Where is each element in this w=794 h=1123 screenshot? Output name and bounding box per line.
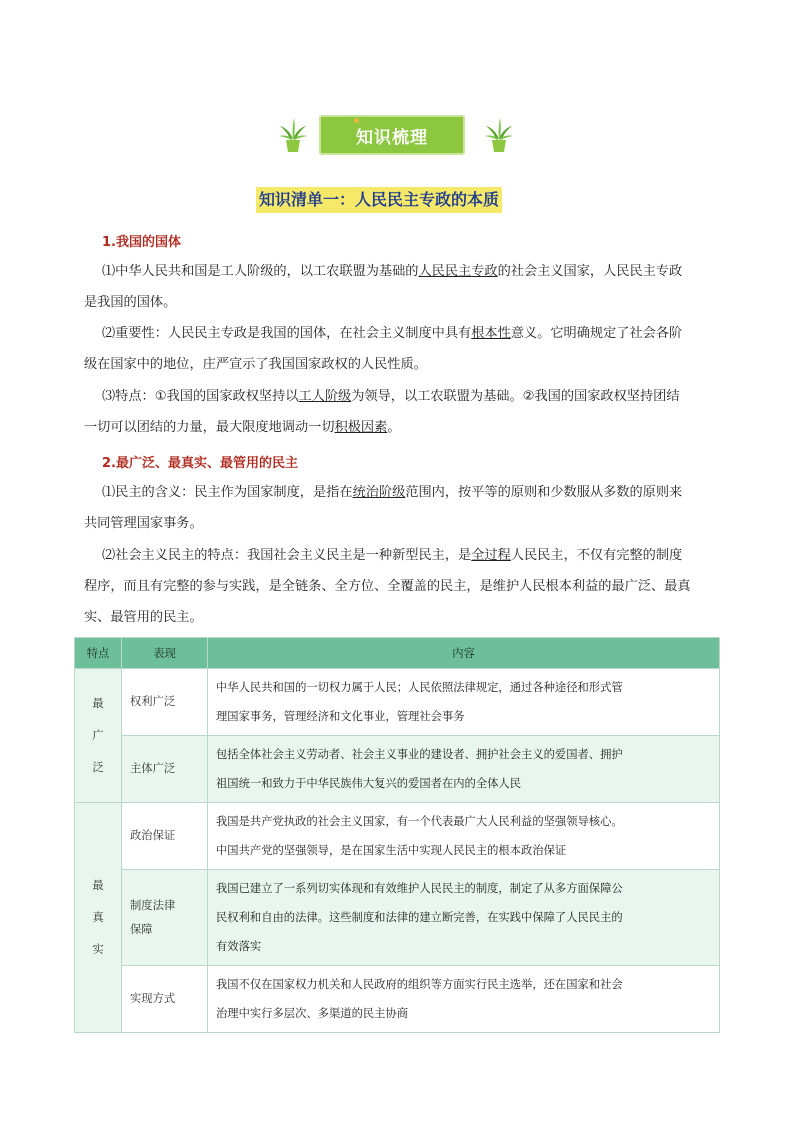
table-header-row xyxy=(75,638,720,669)
aspect-cell xyxy=(122,870,208,966)
banner-title: 知识梳理 xyxy=(356,127,428,148)
underlined-term: 全过程 xyxy=(471,548,511,563)
content-cell xyxy=(208,870,720,966)
paragraph-definition xyxy=(84,256,722,318)
table-row xyxy=(75,669,720,736)
feature-char: 泛 xyxy=(92,760,104,774)
feature-cell-broadest xyxy=(75,669,122,803)
text: ⑶特点：①我国的国家政权坚持以 xyxy=(102,389,299,404)
content-cell xyxy=(208,736,720,803)
text: 。 xyxy=(387,420,401,435)
table-row xyxy=(75,803,720,870)
content-line: 包括全体社会主义劳动者、社会主义事业的建设者、拥护社会主义的爱国者、拥护 xyxy=(216,748,623,761)
content-line: 理国家事务，管理经济和文化事业，管理社会事务 xyxy=(216,710,465,723)
text: 共同管理国家事务。 xyxy=(84,516,203,531)
paragraph-features xyxy=(84,381,722,443)
feature-char: 实 xyxy=(92,942,104,956)
aspect-cell xyxy=(122,669,208,736)
text: 范围内，按平等的原则和少数服从多数的原则来 xyxy=(405,485,683,500)
section-heading: 知识清单一：人民民主专政的本质 xyxy=(256,187,502,213)
content-line: 祖国统一和致力于中华民族伟大复兴的爱国者在内的全体人民 xyxy=(216,777,522,790)
header-feature: 特点 xyxy=(75,638,122,669)
table-row xyxy=(75,870,720,966)
text: 人民民主，不仅有完整的制度 xyxy=(510,548,683,563)
content-line: 民权利和自由的法律。这些制度和法律的建立断完善，在实践中保障了人民民主的 xyxy=(216,911,623,924)
aspect-cell xyxy=(122,803,208,870)
dot-2 xyxy=(354,118,359,123)
aspect-cell xyxy=(122,966,208,1033)
header-aspect: 表现 xyxy=(122,638,208,669)
dot-3 xyxy=(362,118,367,123)
paragraph-importance xyxy=(84,318,722,380)
text: 一切可以团结的力量，最大限度地调动一切 xyxy=(84,420,335,435)
underlined-term: 根本性 xyxy=(471,326,511,341)
text: ⑴中华人民共和国是工人阶级的，以工农联盟为基础的 xyxy=(102,264,419,279)
text: 的社会主义国家，人民民主专政 xyxy=(497,264,683,279)
paragraph-democracy-meaning xyxy=(84,477,722,539)
content-line: 有效落实 xyxy=(216,940,262,953)
content-cell xyxy=(208,669,720,736)
header-content: 内容 xyxy=(208,638,720,669)
content-line: 我国不仅在国家权力机关和人民政府的组织等方面实行民主选举，还在国家和社会 xyxy=(216,978,623,991)
dot-1 xyxy=(346,118,351,123)
table-row xyxy=(75,966,720,1033)
content-line: 治理中实行多层次、多渠道的民主协商 xyxy=(216,1007,409,1020)
aspect-text: 主体广泛 xyxy=(130,762,176,775)
underlined-term: 积极因素 xyxy=(334,420,388,435)
aspect-text: 政治保证 xyxy=(130,829,176,842)
feature-char: 最 xyxy=(92,878,104,892)
feature-char: 真 xyxy=(92,910,104,924)
feature-char: 广 xyxy=(92,728,104,742)
aspect-text: 权利广泛 xyxy=(130,695,176,708)
text: 是我国的国体。 xyxy=(84,295,177,310)
content-line: 我国是共产党执政的社会主义国家，有一个代表最广大人民利益的坚强领导核心。 xyxy=(216,815,623,828)
potted-plant-icon xyxy=(484,117,514,153)
subheading-national-system: 1.我国的国体 xyxy=(102,235,181,250)
text: ⑵社会主义民主的特点：我国社会主义民主是一种新型民主，是 xyxy=(102,548,472,563)
aspect-text: 制度法律 xyxy=(130,898,176,912)
feature-cell-truest xyxy=(75,803,122,1033)
text: 实、最管用的民主。 xyxy=(84,610,203,625)
text: ⑵重要性：人民民主专政是我国的国体，在社会主义制度中具有 xyxy=(102,326,472,341)
content-line: 我国已建立了一系列切实体现和有效维护人民民主的制度，制定了从多方面保障公 xyxy=(216,882,623,895)
democracy-table xyxy=(74,637,720,1033)
text: 意义。它明确规定了社会各阶 xyxy=(510,326,683,341)
subheading-democracy: 2.最广泛、最真实、最管用的民主 xyxy=(102,456,298,471)
content-line: 中华人民共和国的一切权力属于人民；人民依照法律规定，通过各种途径和形式管 xyxy=(216,681,623,694)
underlined-term: 工人阶级 xyxy=(298,389,352,404)
content-line: 中国共产党的坚强领导，是在国家生活中实现人民民主的根本政治保证 xyxy=(216,844,567,857)
text: ⑴民主的含义：民主作为国家制度，是指在 xyxy=(102,485,353,500)
text: 级在国家中的地位，庄严宣示了我国国家政权的人民性质。 xyxy=(84,357,427,372)
aspect-text: 保障 xyxy=(130,922,153,936)
aspect-text: 实现方式 xyxy=(130,992,176,1005)
paragraph-socialist-democracy xyxy=(84,540,722,633)
content-cell xyxy=(208,966,720,1033)
feature-char: 最 xyxy=(92,696,104,710)
underlined-term: 统治阶级 xyxy=(352,485,406,500)
section-banner xyxy=(276,107,516,159)
text: 程序，而且有完整的参与实践，是全链条、全方位、全覆盖的民主，是维护人民根本利益的最广泛、最真 xyxy=(84,579,691,594)
underlined-term: 人民民主专政 xyxy=(418,264,498,279)
banner-box xyxy=(319,115,465,155)
table-row xyxy=(75,736,720,803)
text: 为领导，以工农联盟为基础。②我国的国家政权坚持团结 xyxy=(351,389,680,404)
content-cell xyxy=(208,803,720,870)
banner-dots xyxy=(346,108,370,127)
aspect-cell xyxy=(122,736,208,803)
potted-plant-icon xyxy=(278,117,308,153)
